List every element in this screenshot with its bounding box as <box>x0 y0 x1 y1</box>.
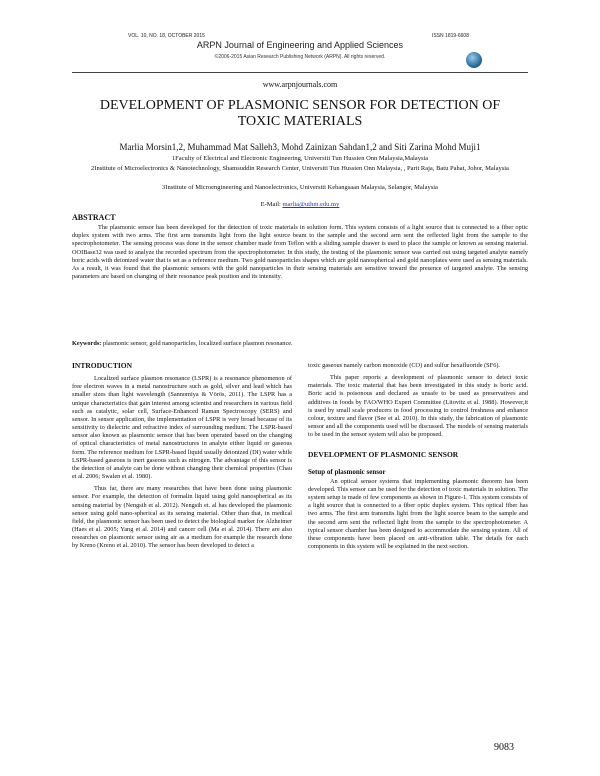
abstract-text: The plasmonic sensor has been developed for the detection of toxic materials in solution form. This system consists of a light source that is connected to a fiber optic duplex system with two arms. The first arm transmits light from the light source beam to the sample and the second arm sent the reflected light from the sample to the spectrophotometer. The sensing process was done in the sensor chamber made from Teflon with a sliding sample drawer is used to place the sample or known as sensing material. OOIBase32 was used to analyze the recorded spectrum from the spectrophotometer. In this study, the testing of the plasmonic sensor was carried out using targeted analyte namely boric acids with deionized water that is set as a reference medium. Two gold nanoparticles shapes which are gold nanospherical and gold nanoplates were used as sensing materials. As a result, it was found that the plasmonic sensors with the gold nanoparticles in their sensing materials are sensitive toward the presence of targeted analyte. The sensing parameters are based on changing of their resonance peak position and its intensity. <box>72 224 528 281</box>
development-heading: DEVELOPMENT OF PLASMONIC SENSOR <box>308 450 459 460</box>
keywords-line <box>72 340 528 347</box>
affiliation-1: 1Faculty of Electrical and Electronic Engineering, Universiti Tun Hussien Onn Malaysia,Malaysia <box>171 155 429 162</box>
author-list: Marlia Morsin1,2, Muhammad Mat Salleh3, Mohd Zainizan Sahdan1,2 and Siti Zarina Mohd Muji1 <box>119 142 481 152</box>
volume-info: VOL. 10, NO. 18, OCTOBER 2015 <box>128 33 205 39</box>
email-label: E-Mail: <box>260 201 283 208</box>
setup-subheading: Setup of plasmonic sensor <box>308 467 386 476</box>
keywords-label: Keywords: <box>72 340 102 347</box>
intro-paragraph-3: This paper reports a development of plasmonic sensor to detect toxic materials. The toxic material that has been investigated in this study is boric acid. Boric acid is poisonous and declared as unsafe to be used as preservatives and additives in foods by FAO/WHO Expert Committee (Litovitz et al. 1988). However,it is used by small scale producers in food processing to control freshness and enhance colour, texture and flavor (See et al. 2010). In this study, the fabrication of plasmonic sensor and all the components used will be discussed. The models of sensing materials to be used in the sensor system will also be proposed. <box>308 374 528 439</box>
keywords-list: plasmonic sensor, gold nanoparticles, localized surface plasmon resonance. <box>101 340 293 347</box>
copyright-notice: ©2006-2015 Asian Research Publishing Network (ARPN). All rights reserved. <box>214 54 386 60</box>
setup-paragraph: An optical sensor systems that implementing plasmonic theorem has been developed. This sensor can be used for the detection of toxic materials in solution. The system setup is made of few components as shown in Figure-1. This system consists of a light source that is connected to a fiber optic duplex system. This optical fiber has two arms. The first arm transmits light from the light source beam to the sample and the second arm sent the reflected light from the sample to the spectrophotometer. A typical sensor chamber has been designed to accommodate the sensing system. All of these components have been placed on anti-vibration table. The details for each components in this system will be explained in the next section. <box>308 477 528 550</box>
header-divider <box>72 72 528 73</box>
journal-name: ARPN Journal of Engineering and Applied Sciences <box>196 40 404 50</box>
affiliation-3: 3Institute of Microengineering and Nanoelectronics, Universiti Kebangsaan Malaysia, Selangor, Malaysia <box>162 184 438 191</box>
intro-paragraph-2: Thus far, there are many researches that have been done using plasmonic sensor. For example, the detection of formalin liquid using gold nanospherical as its sensing material by (Nengsih et al. 2012). Nengsih et. al has developed the plasmonic sensor using gold nano-spherical as its sensing material. Other than that, in medical field, the plasmonic sensor has been used to detect the biological marker for Alzheimer (Haes et al. 2005; Yang et al. 2014) and cancer cell (Ma et al. 2014). There are also researches on plasmonic sensor using air as a medium for example the research done by Kreno (Kreno et al. 2010). The sensor has been developed to detect a <box>72 485 292 550</box>
intro-paragraph-continued: toxic gaseous namely carbon monoxide (CO) and sulfur hexafluoride (SF6). <box>308 362 501 369</box>
intro-paragraph-1: Localized surface plasmon resonance (LSPR) is a resonance phenomenon of free electron waves in a metal nanostructure such as gold, silver and lead which has smaller sizes than light wavelength (Sannomiya & Vörös, 2011). The LSPR has a unique characteristics that gain interest among scientist and researchers in various field such as catalytic, solar cell, Surface-Enhanced Raman Spectroscopy (SERS) and sensor. In sensor application, the implementation of LSPR is very broad because of its sensitivity to dielectric and refractive index of surrounding medium. The LSPR-based sensor also known as plasmonic sensor that has been operated based on the changing of optical characteristics of metal nanostructures in analyte either liquid or gaseous form. The reference medium for LSPR-based liquid usually deionized (DI) water while LSPR-based gaseous is inert gaseous such as nitrogen. The advantage of this sensor is the detection of analyte can be done without changing their chemical properties (Chau et al. 2006; Swalen et al. 1980). <box>72 375 292 481</box>
right-column <box>308 362 528 555</box>
introduction-heading: INTRODUCTION <box>72 361 133 370</box>
page-number: 9083 <box>494 742 514 753</box>
affiliation-2: 2Institute of Microelectronics & Nanotechnology, Shamsuddin Research Center, Universiti Tun Hussien Onn Malaysia, , Parit Raja, Batu Pahat, Johor, Malaysia <box>91 165 509 172</box>
paper-title: DEVELOPMENT OF PLASMONIC SENSOR FOR DETECTION OF TOXIC MATERIALS <box>99 98 501 129</box>
email-link[interactable]: marlia@uthm.edu.my <box>282 201 340 208</box>
left-column <box>72 362 292 554</box>
issn: ISSN 1819-6608 <box>432 33 469 39</box>
arpn-globe-logo-icon <box>466 52 482 68</box>
abstract-heading: ABSTRACT <box>72 213 116 222</box>
contact-email-line <box>0 201 600 208</box>
journal-url[interactable]: www.arpnjournals.com <box>262 80 338 89</box>
